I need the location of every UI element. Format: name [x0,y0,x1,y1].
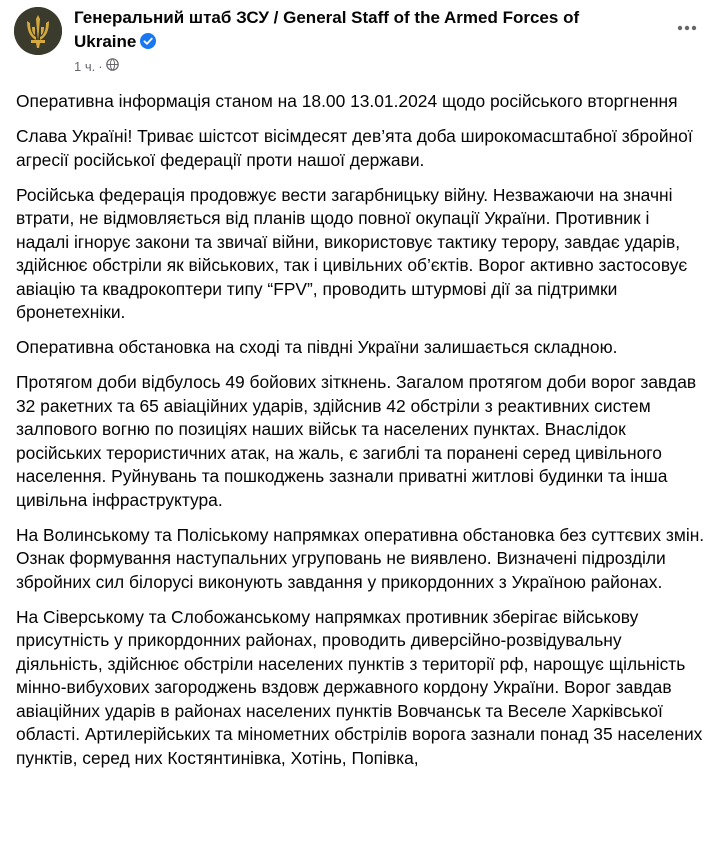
globe-icon [106,58,119,76]
more-options-button[interactable] [671,12,703,44]
page-name-link[interactable] [74,6,634,56]
post-timestamp[interactable]: 1 ч. [74,59,96,74]
post-paragraph: Російська федерація продовжує вести загарбницьку війну. Незважаючи на значні втрати, не відмовляється від планів щодо повної окупації України. Противник і надалі ігнорує закони та звичаї війни, використовує тактику терору, завдає ударів, здійснює обстріли як військових, так і цивільних об’єктів. Ворог активно застосовує авіацію та квадрокоптери типу “FPV”, проводить штурмові дії за підтримки бронетехніки. [16,184,688,322]
verified-badge-icon [140,32,156,56]
meta-separator: · [98,59,103,74]
post-paragraph: Оперативна обстановка на сході та півдні України залишається складною. [16,337,618,357]
page-name-text[interactable]: Генеральний штаб ЗСУ / General Staff of the Armed Forces of Ukraine [74,8,580,51]
post-meta [74,58,119,76]
post-paragraph: На Волинському та Поліському напрямках оперативна обстановка без суттєвих змін. Ознак формування наступальних угруповань не виявлено. Визначені підрозділи збройних сил білорусі виконують завдання у прикордонних з Україною районах. [16,524,705,592]
post-paragraph: На Сіверському та Слобожанському напрямках противник зберігає військову присутність у прикордонних районах, проводить диверсійно-розвідувальну діяльність, здійснює обстріли населених пунктів з території рф, нарощує щільність мінно-вибухових загороджень вздовж державного кордону України. Ворог завдав авіаційних ударів в районах населених пунктів Вовчанськ та Веселе Харківської області. Артилерійських та мінометних обстрілів ворога зазнали понад 35 населених пунктів, серед них Костянтинівка, Хотінь, Попівка, [16,606,703,768]
avatar[interactable] [14,7,62,55]
post-header [0,0,717,86]
post-text [16,90,706,782]
post-paragraph: Оперативна інформація станом на 18.00 13.01.2024 щодо російського вторгнення [16,91,678,111]
ukraine-armed-forces-emblem-icon [14,7,62,55]
more-horizontal-icon [677,25,697,31]
post-paragraph: Протягом доби відбулось 49 бойових зіткнень. Загалом протягом доби ворог завдав 32 ракетних та 65 авіаційних ударів, здійснив 42 обстріли з реактивних систем залпового вогню по позиціях наших військ та населених пунктах. Внаслідок російських терористичних атак, на жаль, є загиблі та поранені серед цивільного населення. Руйнувань та пошкоджень зазнали приватні житлові будинки та інша цивільна інфраструктура. [16,372,697,510]
post-paragraph: Слава Україні! Триває шістсот вісімдесят дев’ята доба широкомасштабної збройної агресії російської федерації проти нашої держави. [16,126,693,170]
